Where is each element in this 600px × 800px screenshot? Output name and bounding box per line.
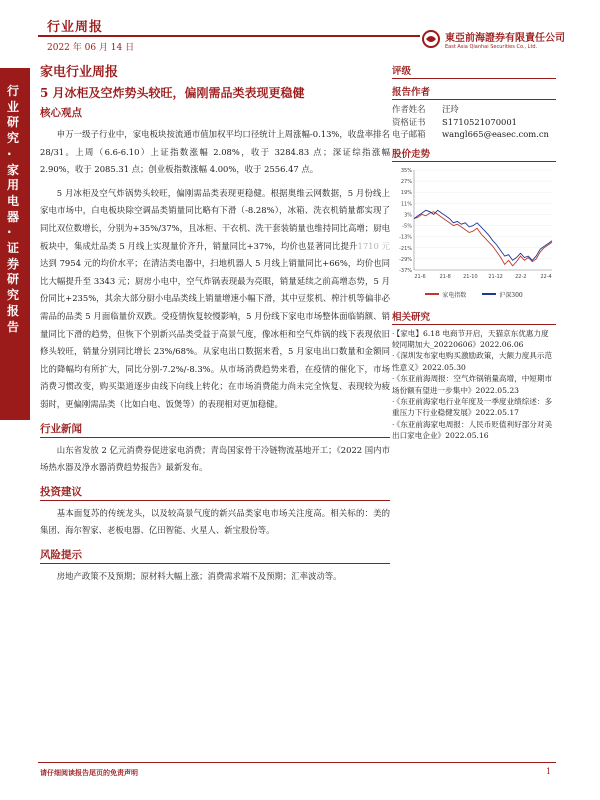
author-email-row — [392, 128, 556, 141]
side-column — [392, 64, 556, 442]
footer-disclaimer: 请仔细阅读报告尾页的免责声明 — [40, 769, 138, 777]
author-info — [392, 103, 556, 141]
stock-trend-svg — [392, 166, 556, 288]
bullet-icon: · — [392, 419, 395, 429]
y-tick-label: 19% — [400, 189, 412, 196]
core-paragraph-2-faint: 1710 元 — [357, 240, 390, 251]
related-item-text: 【家电】6.18 电商节开启，天猫京东优惠力度较同期加大_20220606》2022.06.06 — [392, 328, 549, 349]
main-column — [40, 64, 390, 585]
author-cert-key: 资格证书 — [392, 116, 426, 127]
related-research-heading: 相关研究 — [392, 310, 556, 325]
author-email-value[interactable]: wangl665@easec.com.cn — [442, 129, 549, 139]
y-tick-label: -29% — [399, 256, 412, 263]
footer-rule — [38, 762, 556, 763]
author-name-value: 汪玲 — [442, 104, 459, 114]
author-heading: 报告作者 — [392, 85, 556, 100]
y-tick-label: -37% — [399, 267, 412, 274]
related-item-text: 《东亚前海家电行业年度及一季度业绩综述：多重压力下行业稳健发展》2022.05.17 — [392, 396, 553, 418]
legend-swatch-series-2 — [482, 293, 496, 295]
author-email-key: 电子邮箱 — [392, 129, 426, 139]
page-number: 1 — [546, 767, 552, 776]
industry-news-heading: 行业新闻 — [40, 420, 390, 438]
bullet-icon: · — [392, 328, 395, 338]
legend-label-series-1: 家电指数 — [442, 291, 467, 299]
report-type-label: 行业周报 — [47, 20, 104, 35]
y-tick-label: 3% — [404, 211, 412, 218]
series-line-1 — [414, 211, 552, 265]
related-research-list — [392, 328, 556, 442]
legend-item-series-2 — [482, 290, 522, 299]
y-tick-label: 35% — [400, 167, 412, 174]
report-title: 家电行业周报 — [40, 65, 119, 80]
company-logo — [422, 24, 582, 54]
author-name-row — [392, 103, 556, 116]
related-item[interactable] — [392, 328, 556, 351]
legend-swatch-series-1 — [425, 293, 439, 295]
legend-item-series-1 — [425, 290, 466, 299]
related-item[interactable] — [392, 350, 556, 373]
x-tick-label: 22-2 — [515, 273, 527, 280]
x-tick-label: 21-10 — [463, 273, 478, 280]
report-date: 2022 年 06 月 14 日 — [47, 43, 135, 53]
bullet-icon: · — [392, 396, 395, 406]
related-item[interactable] — [392, 419, 556, 442]
investment-advice-paragraph: 基本面复苏的传统龙头，以及较高景气度的新兴品类家电市场关注度高。相关标的：美的集团、海尔智家、老板电器、亿田智能、火星人、新宝股份等。 — [40, 507, 390, 536]
y-tick-label: 11% — [400, 200, 412, 207]
related-item-text: 《东亚前海周报：空气炸锅销量高增，中短期市场份额有望进一步集中》2022.05.23 — [392, 374, 553, 395]
legend-label-series-2: 沪深300 — [499, 291, 523, 299]
author-cert-value: S1710521070001 — [442, 116, 518, 127]
x-tick-label: 21-12 — [488, 273, 503, 280]
rating-heading: 评级 — [392, 64, 556, 79]
stock-trend-chart — [392, 166, 556, 306]
related-item-text: 《深圳发布家电购买激励政策，大额力度具示范性意义》2022.05.30 — [392, 351, 553, 372]
investment-advice-heading: 投资建议 — [40, 483, 390, 501]
related-item-text: 《东亚前海家电周报：人民币贬值利好部分对美出口家电企业》2022.05.16 — [392, 419, 553, 441]
y-tick-label: -21% — [399, 245, 412, 252]
chart-legend — [392, 290, 556, 299]
core-paragraph-1: 申万一级子行业中，家电板块按流通市值加权平均口径统计上周涨幅-0.13%，收盘率排名 28/31。上周（6.6-6.10）上证指数涨幅 2.08%，收于 3284.83 点；深证综指涨幅 2.90%，收于 2085.31 点；创业板指数涨幅 4.00%，收于 2556.47 点。 — [40, 129, 390, 175]
left-category-text: 行业研究·家用电器·证券研究报告 — [7, 84, 20, 334]
risk-heading: 风险提示 — [40, 546, 390, 564]
series-line-2 — [414, 210, 552, 260]
company-logo-icon — [422, 30, 440, 48]
x-tick-label: 21-6 — [414, 273, 426, 280]
x-tick-label: 21-8 — [439, 273, 451, 280]
header-rule — [38, 35, 420, 37]
stock-trend-heading: 股价走势 — [392, 147, 556, 162]
author-name-key: 作者姓名 — [392, 104, 426, 114]
report-subtitle: 5 月冰柜及空炸势头较旺，偏刚需品类表现更稳健 — [40, 86, 305, 100]
risk-paragraph: 房地产政策不及预期；原材料大幅上涨；消费需求端不及预期；汇率波动等。 — [56, 570, 342, 581]
y-tick-label: 27% — [400, 178, 412, 185]
y-tick-label: -13% — [399, 234, 412, 241]
core-paragraph-2-part-a: 5 月冰柜及空气炸锅势头较旺，偏刚需品类表现更稳健。根据奥维云网数据，5 月份线上家电市场中，白电板块除空调品类销量同比略有下滑（-8.28%），冰箱、洗衣机销量都实现了同比双位数增长，分别为+35%/37%，且冰柜、干衣机、洗干套装销量也维持同比高增；厨电板块中，集成灶品类 5 月线上实现量价齐升，销量同比+37%，均价也显著同比提升 — [40, 187, 390, 251]
core-view-heading: 核心观点 — [40, 107, 82, 119]
core-paragraph-2 — [40, 185, 390, 414]
company-name-cn: 東亞前海證券有限責任公司 — [445, 32, 565, 44]
y-tick-label: -5% — [402, 223, 412, 230]
author-cert-row — [392, 116, 556, 129]
bullet-icon: · — [392, 374, 395, 384]
core-paragraph-2-part-b: 达到 7954 元的均价水平；在清洁类电器中，扫地机器人 5 月线上销量同比+66%，均价也同比大幅提升至 3343 元；厨房小电中，空气炸锅表现最为亮眼，销量延续之前高增态势，5 月份同比+235%，其余大部分厨小电品类线上销量增速小幅下滑，其中豆浆机、榨汁机等偏非必需品的品类 5 月面临量价双跌。受疫情恢复较慢影响，5 月份线下家电市场整体面临销额、销量同比下滑的趋势，但恢下个别新兴品类受益于高景气度，像冰柜和空气炸锅的线下表现依旧修头较旺，销量分别同比增长 23%/68%。从家电出口数据来看，5 月家电出口数量和金额同比的降幅均有所扩大，同比分别-7.2%/-8.3%。从市场消费趋势来看，在疫情的催化下，市场消费习惯改变，购买渠道逐步由线下向线上转化；在市场消费能力尚未完全恢复、表现较为疲弱时，更偏刚需品类（比如白电、饭煲等）的表现相对更加稳健。 — [40, 258, 390, 409]
company-name-en: East Asia Qianhai Securities Co., Ltd. — [445, 43, 538, 50]
x-tick-label: 22-4 — [540, 273, 552, 280]
related-item[interactable] — [392, 396, 556, 419]
related-item[interactable] — [392, 373, 556, 396]
industry-news-paragraph: 山东省发放 2 亿元消费券促进家电消费；青岛国家骨干冷链物流基地开工；《2022 国内市场热水器及净水器消费趋势报告》最新发布。 — [40, 444, 390, 473]
bullet-icon: · — [392, 351, 395, 361]
